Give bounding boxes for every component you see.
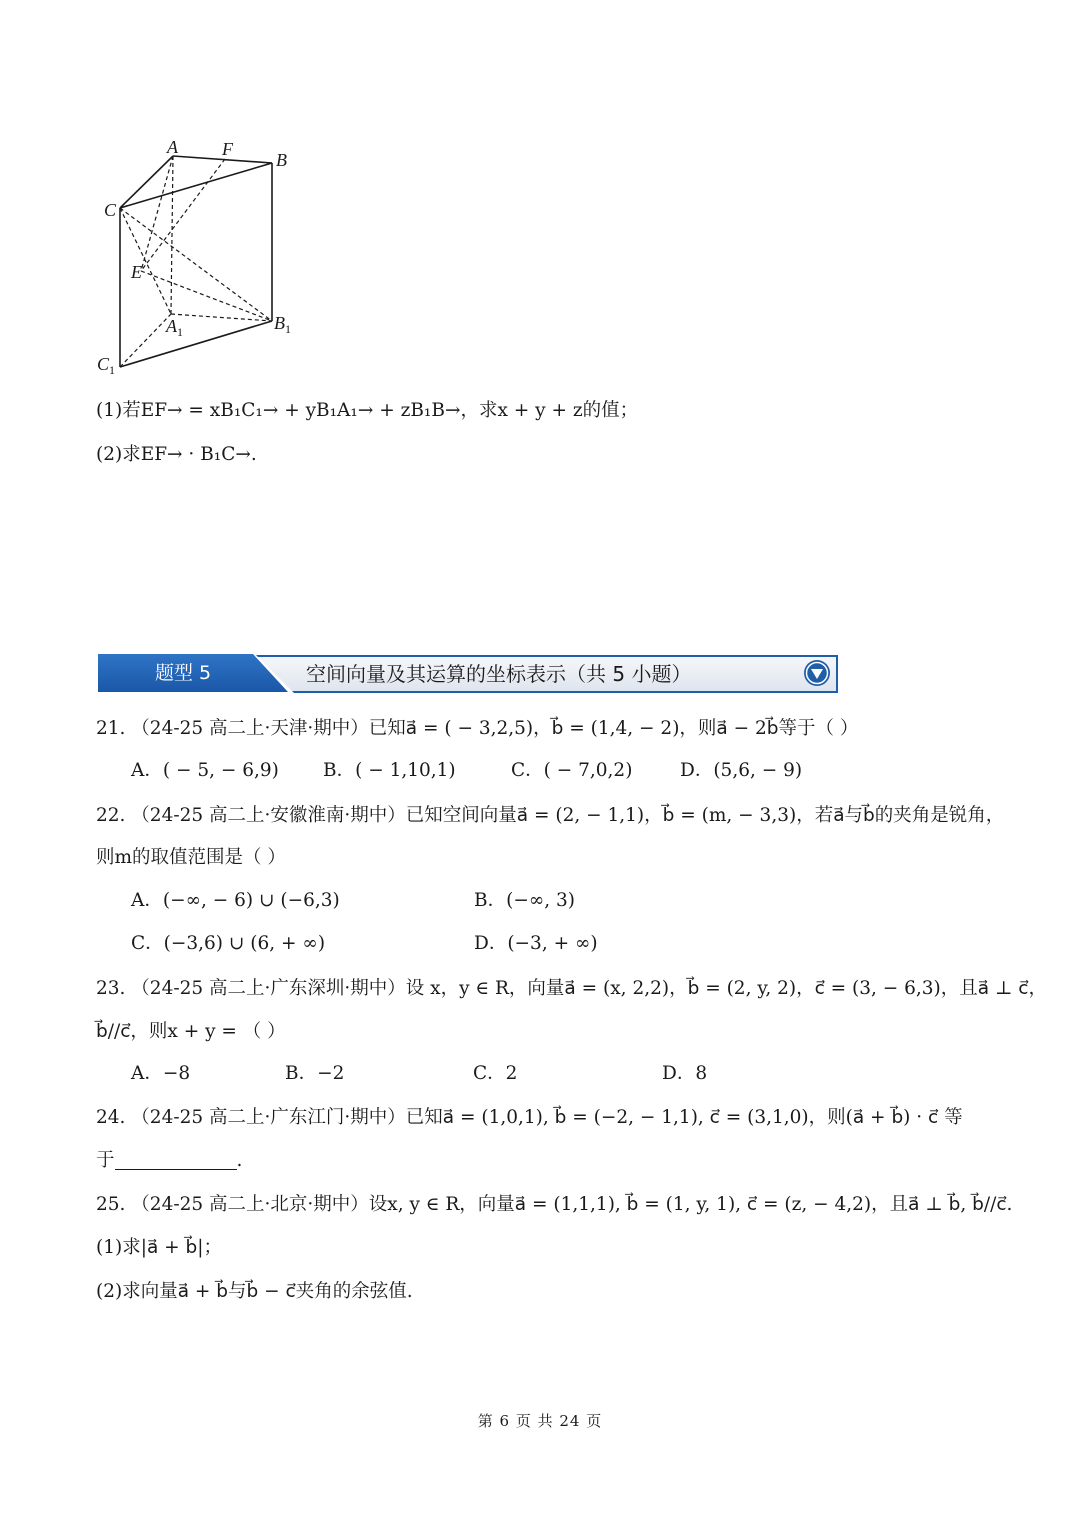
vertex-label-A: A bbox=[167, 137, 178, 157]
q25-stem: 25. （24-25 高二上·北京·期中）设x, y ∈ R，向量a⃗ = (1,1,1), b⃗ = (1, y, 1), c⃗ = (z, − 4,2)，且a⃗ ⊥ b⃗, b⃗//c⃗. bbox=[96, 1194, 1013, 1215]
q23-option-b: B．−2 bbox=[285, 1063, 345, 1084]
q21-option-a: A．( − 5, − 6,9) bbox=[131, 760, 279, 781]
vertex-label-C: C bbox=[104, 200, 117, 220]
q25-part1: (1)求|a⃗ + b⃗|； bbox=[96, 1237, 223, 1258]
q24-prefix: 于 bbox=[96, 1150, 115, 1171]
point-label-E: E bbox=[131, 262, 142, 282]
triangular-prism-diagram bbox=[92, 136, 322, 381]
q23-stem: 23. （24-25 高二上·广东深圳·期中）设 x，y ∈ R，向量a⃗ = (x, 2,2)，b⃗ = (2, y, 2)，c⃗ = (3, − 6,3)，且a⃗ ⊥ c⃗， bbox=[96, 978, 1047, 999]
vertex-label-B1: $B_1$ bbox=[274, 313, 291, 336]
vertex-label-B: B bbox=[276, 150, 287, 170]
q21-option-b: B．( − 1,10,1) bbox=[323, 760, 456, 781]
prism-figure bbox=[92, 136, 322, 381]
q23-option-d: D．8 bbox=[662, 1063, 708, 1084]
q22-option-a: A．(−∞, − 6) ∪ (−6,3) bbox=[131, 890, 340, 911]
q24-stem-continued bbox=[96, 1148, 242, 1174]
q21-option-c: C．( − 7,0,2) bbox=[511, 760, 633, 781]
section-title: 空间向量及其运算的坐标表示（共 5 小题） bbox=[306, 662, 692, 686]
answer-blank[interactable] bbox=[115, 1149, 237, 1170]
vertex-label-C1: $C_1$ bbox=[97, 354, 116, 377]
q24-suffix: . bbox=[236, 1150, 243, 1171]
q22-option-d: D．(−3, + ∞) bbox=[474, 933, 598, 954]
point-label-F: F bbox=[222, 139, 233, 159]
q22-stem: 22. （24-25 高二上·安徽淮南·期中）已知空间向量a⃗ = (2, − 1,1)，b⃗ = (m, − 3,3)，若a⃗与b⃗的夹角是锐角， bbox=[96, 805, 1005, 826]
q21-option-d: D．(5,6, − 9) bbox=[680, 760, 803, 781]
q23-option-a: A．−8 bbox=[131, 1063, 191, 1084]
vertex-label-A1: $A_1$ bbox=[166, 316, 183, 339]
section-label: 题型 5 bbox=[155, 662, 212, 684]
q21-stem: 21. （24-25 高二上·天津·期中）已知a⃗ = ( − 3,2,5)，b⃗ = (1,4, − 2)，则a⃗ − 2b⃗等于（ ） bbox=[96, 718, 859, 739]
problem20-part1: (1)若EF→ = xB₁C₁→ + yB₁A₁→ + zB₁B→，求x + y + z的值； bbox=[96, 400, 639, 421]
page-footer: 第 6 页 共 24 页 bbox=[477, 1412, 603, 1430]
q22-option-b: B．(−∞, 3) bbox=[474, 890, 575, 911]
q25-part2: (2)求向量a⃗ + b⃗与b⃗ − c⃗夹角的余弦值. bbox=[96, 1281, 413, 1302]
q22-option-c: C．(−3,6) ∪ (6, + ∞) bbox=[131, 933, 326, 954]
q22-stem-continued: 则m的取值范围是（ ） bbox=[96, 847, 286, 868]
problem20-part2: (2)求EF→ · B₁C→. bbox=[96, 444, 257, 465]
section-banner bbox=[98, 654, 838, 692]
q23-stem-continued: b⃗//c⃗，则x + y = （ ） bbox=[96, 1021, 286, 1042]
q23-option-c: C．2 bbox=[473, 1063, 518, 1084]
q24-stem: 24. （24-25 高二上·广东江门·期中）已知a⃗ = (1,0,1), b⃗ = (−2, − 1,1), c⃗ = (3,1,0)，则(a⃗ + b⃗) · c⃗ 等 bbox=[96, 1107, 963, 1128]
chevron-down-icon bbox=[802, 658, 832, 688]
